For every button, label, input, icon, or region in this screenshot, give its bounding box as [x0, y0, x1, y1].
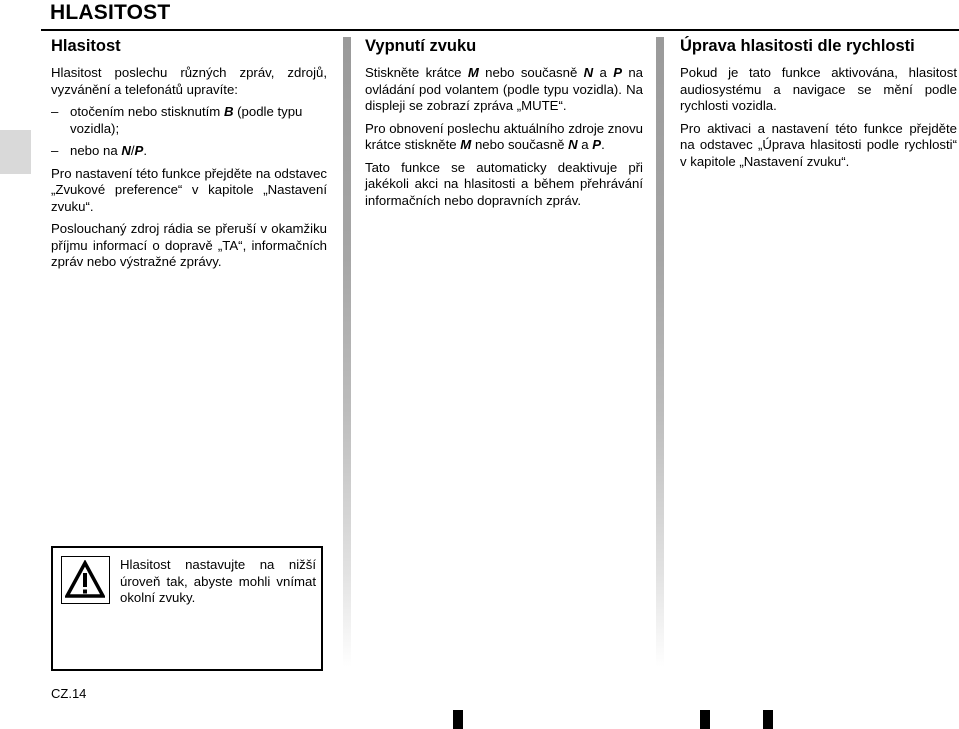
key-label: P: [134, 143, 144, 158]
paragraph: Pro obnovení poslechu aktuálního zdroje znovu krátce stiskněte M nebo současně N a P.: [365, 120, 643, 152]
paragraph: Hlasitost poslechu různých zpráv, zdrojů, vyzvánění a telefonátů upravíte:: [51, 65, 327, 97]
paragraph: Stiskněte krátce M nebo současně N a P na ovládání pod volantem (podle typu vozidla). Na displeji se zobrazí zpráva „MUTE“.: [365, 65, 643, 113]
column-speed-volume: [680, 36, 957, 176]
warning-text: Hlasitost nastavujte na nižší úroveň tak, abyste mohli vnímat okolní zvuky.: [120, 557, 316, 605]
dash-bullet: –: [51, 143, 59, 158]
column-divider: [343, 37, 351, 667]
key-label: M: [467, 65, 479, 80]
column-divider: [656, 37, 664, 667]
print-mark: [763, 710, 773, 729]
key-label: N: [568, 137, 578, 152]
key-label: P: [592, 137, 602, 152]
page-title: HLASITOST: [50, 1, 171, 24]
paragraph: Tato funkce se automaticky deaktivuje při jakékoli akci na hlasitosti a během přehrávání informačních nebo dopravních zpráv.: [365, 159, 643, 208]
list-item: – nebo na N/P.: [51, 143, 148, 158]
column-mute: [365, 36, 643, 215]
chapter-side-tab: [0, 130, 31, 174]
list-item: – otočením nebo stisknutím B (podle typu vozidla);: [51, 104, 303, 136]
title-rule: [41, 29, 959, 31]
key-label: N: [121, 143, 131, 158]
key-label: B: [223, 104, 234, 119]
key-label: N: [583, 65, 594, 80]
section-heading-volume: Hlasitost: [51, 37, 121, 55]
warning-triangle-icon: [61, 556, 110, 604]
section-heading-speed-volume: Úprava hlasitosti dle rychlosti: [680, 37, 915, 55]
print-mark: [453, 710, 463, 729]
key-label: P: [613, 65, 622, 80]
warning-box: [51, 546, 323, 671]
paragraph: Pro nastavení této funkce přejděte na odstavec „Zvukové preference“ v kapitole „Nastavení zvuku“.: [51, 165, 327, 214]
column-volume: [51, 36, 327, 277]
key-label: M: [460, 137, 472, 152]
dash-bullet: –: [51, 104, 59, 119]
page-number: CZ.14: [51, 686, 87, 701]
section-heading-mute: Vypnutí zvuku: [365, 37, 477, 55]
paragraph: Pro aktivaci a nastavení této funkce přejděte na odstavec „Úprava hlasitosti podle rychlosti“ v kapitole „Nastavení zvuku“.: [680, 120, 957, 169]
print-mark: [700, 710, 710, 729]
paragraph: Poslouchaný zdroj rádia se přeruší v okamžiku příjmu informací o dopravě „TA“, informačních zpráv nebo výstražné zprávy.: [51, 221, 327, 269]
paragraph: Pokud je tato funkce aktivována, hlasitost audiosystému a navigace se mění podle rychlosti vozidla.: [680, 65, 957, 113]
